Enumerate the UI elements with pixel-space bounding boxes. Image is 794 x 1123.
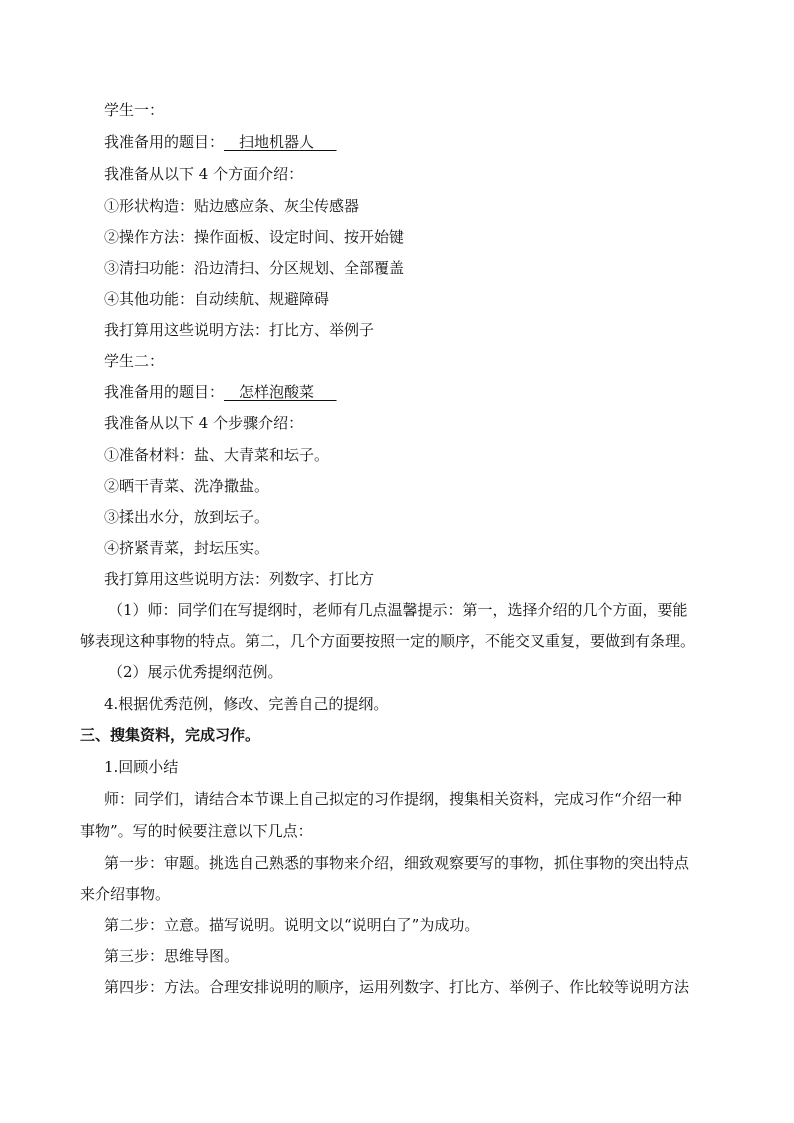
student2-heading: 学生二： xyxy=(104,352,165,370)
writing-step1-line-2: 来介绍事物。 xyxy=(80,885,171,903)
student1-topic-line xyxy=(104,132,337,152)
student1-item-4: ④其他功能：自动续航、规避障碍 xyxy=(104,290,330,308)
writing-step3: 第三步：思维导图。 xyxy=(104,947,240,965)
student2-topic-label: 我准备用的题目： xyxy=(104,383,225,401)
para1-line-1: 师：同学们，请结合本节课上自己拟定的习作提纲，搜集相关资料，完成习作“介绍一种 xyxy=(104,790,682,808)
student1-topic-label: 我准备用的题目： xyxy=(104,133,225,151)
student2-topic-value: __怎样泡酸菜___ xyxy=(224,383,337,401)
student1-heading: 学生一： xyxy=(104,101,165,119)
student1-item-3: ③清扫功能：沿边清扫、分区规划、全部覆盖 xyxy=(104,259,405,277)
student2-methods: 我打算用这些说明方法：列数字、打比方 xyxy=(104,570,375,588)
student1-topic-value: __扫地机器人___ xyxy=(224,133,337,151)
student1-intro: 我准备从以下 4 个方面介绍： xyxy=(104,165,304,183)
student1-methods: 我打算用这些说明方法：打比方、举例子 xyxy=(104,321,375,339)
student1-item-1: ①形状构造：贴边感应条、灰尘传感器 xyxy=(104,197,360,215)
para1-line-2: 事物”。写的时候要注意以下几点： xyxy=(80,822,313,840)
writing-step1-line-1: 第一步：审题。挑选自己熟悉的事物来介绍，细致观察要写的事物，抓住事物的突出特点 xyxy=(104,854,690,872)
student2-topic-line xyxy=(104,382,337,402)
step4-revise: 4.根据优秀范例，修改、完善自己的提纲。 xyxy=(104,695,389,713)
student2-item-3: ③揉出水分，放到坛子。 xyxy=(104,508,270,526)
student1-item-2: ②操作方法：操作面板、设定时间、按开始键 xyxy=(104,228,405,246)
student2-item-2: ②晒干青菜、洗净撒盐。 xyxy=(104,477,270,495)
tip-line-3: （2）展示优秀提纲范例。 xyxy=(108,663,283,681)
student2-intro: 我准备从以下 4 个步骤介绍： xyxy=(104,414,304,432)
section3-sub1: 1.回顾小结 xyxy=(104,758,179,776)
writing-step2: 第二步：立意。描写说明。说明文以“说明白了”为成功。 xyxy=(104,916,480,934)
student2-item-1: ①准备材料：盐、大青菜和坛子。 xyxy=(104,446,330,464)
tip-line-2: 够表现这种事物的特点。第二，几个方面要按照一定的顺序，不能交叉重复，要做到有条理。 xyxy=(80,632,696,650)
student2-item-4: ④挤紧青菜，封坛压实。 xyxy=(104,539,270,557)
section3-title: 三、搜集资料，完成习作。 xyxy=(80,726,261,744)
tip-line-1: （1）师：同学们在写提纲时，老师有几点温馨提示：第一，选择介绍的几个方面，要能 xyxy=(108,601,688,619)
writing-step4: 第四步：方法。合理安排说明的顺序，运用列数字、打比方、举例子、作比较等说明方法 xyxy=(104,978,690,996)
